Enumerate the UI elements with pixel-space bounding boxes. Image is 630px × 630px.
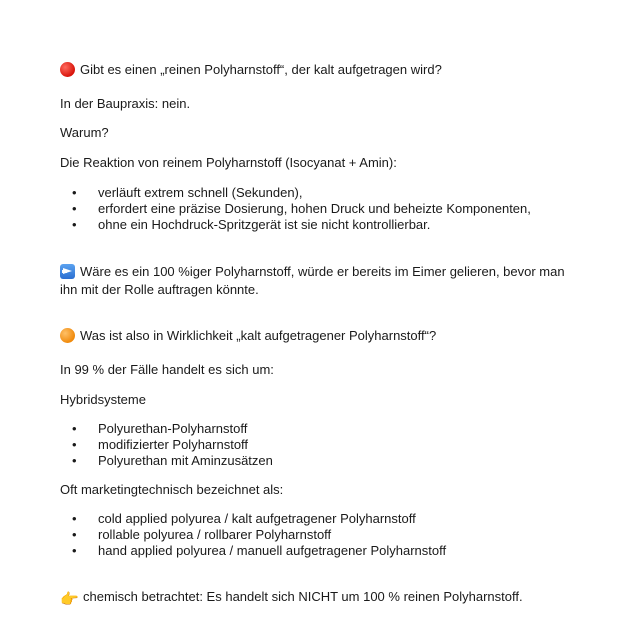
right-arrow-icon xyxy=(60,264,75,279)
list-item xyxy=(60,421,273,437)
bullet-glyph: • xyxy=(72,185,77,200)
bullet-glyph: • xyxy=(72,201,77,216)
list-item xyxy=(60,543,446,559)
bullet-glyph: • xyxy=(72,543,77,558)
list-item xyxy=(60,437,273,453)
hybrid-label: Hybridsysteme xyxy=(60,392,146,407)
marketing-bullet-list xyxy=(60,511,446,559)
red-circle-icon xyxy=(60,62,75,77)
list-item-text: hand applied polyurea / manuell aufgetragener Polyharnstoff xyxy=(98,543,447,558)
section1-why: Warum? xyxy=(60,125,109,140)
section2-text: Wäre es ein 100 %iger Polyharnstoff, würde er bereits im Eimer gelieren, bevor man ihn mit der Rolle auftragen könnte. xyxy=(60,264,565,297)
section1-answer: In der Baupraxis: nein. xyxy=(60,96,191,111)
hybrid-bullet-list xyxy=(60,421,273,469)
orange-circle-icon xyxy=(60,328,75,343)
list-item-text: modifizierter Polyharnstoff xyxy=(98,437,249,452)
list-item-text: rollable polyurea / rollbarer Polyharnstoff xyxy=(98,527,332,542)
list-item-text: Polyurethan-Polyharnstoff xyxy=(98,421,248,436)
list-item-text: cold applied polyurea / kalt aufgetragener Polyharnstoff xyxy=(98,511,416,526)
section2-paragraph xyxy=(60,263,570,299)
section1-reaction-intro: Die Reaktion von reinem Polyharnstoff (Isocyanat + Amin): xyxy=(60,155,397,170)
list-item xyxy=(60,453,273,469)
list-item xyxy=(60,511,446,527)
pointing-hand-icon: 👉 xyxy=(60,591,79,608)
reaction-bullet-list xyxy=(60,185,531,233)
list-item xyxy=(60,217,531,233)
bullet-glyph: • xyxy=(72,421,77,436)
list-item-text: verläuft extrem schnell (Sekunden), xyxy=(98,185,303,200)
bullet-glyph: • xyxy=(72,437,77,452)
list-item xyxy=(60,185,531,201)
section4-conclusion xyxy=(60,589,523,607)
list-item-text: Polyurethan mit Aminzusätzen xyxy=(98,453,273,468)
section3-cases: In 99 % der Fälle handelt es sich um: xyxy=(60,362,274,377)
bullet-glyph: • xyxy=(72,527,77,542)
marketing-label: Oft marketingtechnisch bezeichnet als: xyxy=(60,482,284,497)
section4-text: chemisch betrachtet: Es handelt sich NICHT um 100 % reinen Polyharnstoff. xyxy=(83,589,523,604)
list-item xyxy=(60,201,531,217)
list-item xyxy=(60,527,446,543)
bullet-glyph: • xyxy=(72,217,77,232)
section1-heading xyxy=(60,62,442,78)
bullet-glyph: • xyxy=(72,453,77,468)
section3-heading xyxy=(60,328,436,344)
list-item-text: erfordert eine präzise Dosierung, hohen Druck und beheizte Komponenten, xyxy=(98,201,531,216)
bullet-glyph: • xyxy=(72,511,77,526)
list-item-text: ohne ein Hochdruck-Spritzgerät ist sie nicht kontrollierbar. xyxy=(98,217,431,232)
section3-heading-text: Was ist also in Wirklichkeit „kalt aufgetragener Polyharnstoff“? xyxy=(80,328,437,343)
section1-heading-text: Gibt es einen „reinen Polyharnstoff“, der kalt aufgetragen wird? xyxy=(80,62,442,77)
